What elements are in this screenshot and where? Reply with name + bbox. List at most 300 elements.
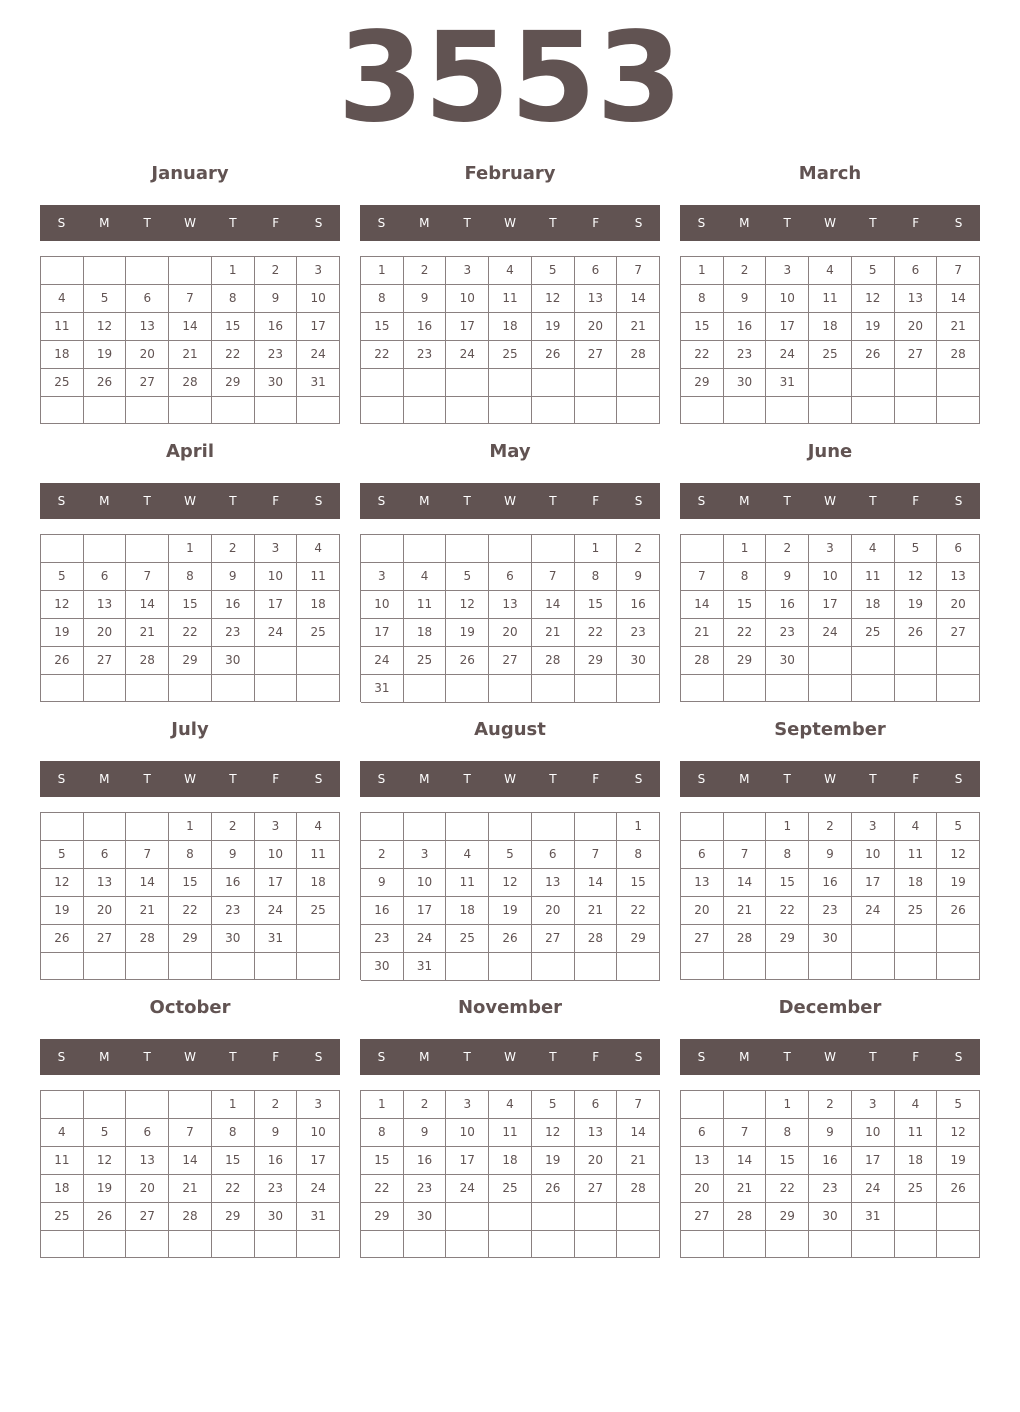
weekday-label: M <box>99 216 110 230</box>
month-may <box>360 440 660 700</box>
weekday-label: T <box>229 772 237 786</box>
day-cell: 7 <box>681 563 724 591</box>
month-july <box>40 718 340 978</box>
day-cell: 24 <box>297 341 340 369</box>
day-cell <box>126 1091 169 1119</box>
day-cell: 26 <box>446 647 489 675</box>
month-february <box>360 162 660 422</box>
weekday-label: S <box>377 772 386 786</box>
day-cell: 23 <box>617 619 660 647</box>
weekday-header <box>40 761 340 797</box>
weekday-header <box>40 205 340 241</box>
day-cell: 23 <box>809 1175 852 1203</box>
day-cell: 9 <box>212 841 255 869</box>
day-cell: 1 <box>169 813 212 841</box>
day-cell: 3 <box>852 1091 895 1119</box>
weekday-label: S <box>634 494 643 508</box>
day-cell: 19 <box>41 619 84 647</box>
day-cell: 25 <box>489 1175 532 1203</box>
day-cell <box>617 953 660 981</box>
day-cell: 21 <box>724 897 767 925</box>
day-cell: 28 <box>126 647 169 675</box>
day-cell: 5 <box>895 535 938 563</box>
day-cell: 28 <box>724 925 767 953</box>
day-cell: 18 <box>489 313 532 341</box>
day-cell <box>126 397 169 424</box>
day-cell <box>446 813 489 841</box>
day-cell: 21 <box>937 313 980 341</box>
day-cell: 14 <box>169 1147 212 1175</box>
day-cell: 29 <box>169 925 212 953</box>
day-cell <box>681 1091 724 1119</box>
day-cell <box>617 369 660 397</box>
day-cell: 8 <box>575 563 618 591</box>
weekday-label: M <box>419 1050 430 1064</box>
day-cell <box>724 953 767 980</box>
day-cell: 1 <box>681 257 724 285</box>
day-cell <box>212 953 255 980</box>
day-cell: 18 <box>297 869 340 897</box>
day-grid <box>360 256 660 424</box>
day-cell: 23 <box>212 619 255 647</box>
day-cell <box>255 647 298 675</box>
day-cell <box>937 647 980 675</box>
day-cell: 18 <box>297 591 340 619</box>
day-cell: 13 <box>937 563 980 591</box>
day-cell: 15 <box>766 869 809 897</box>
weekday-label: M <box>739 216 750 230</box>
weekday-label: M <box>99 772 110 786</box>
weekday-label: W <box>184 216 196 230</box>
day-cell: 16 <box>404 313 447 341</box>
day-cell: 5 <box>532 257 575 285</box>
day-cell: 30 <box>724 369 767 397</box>
day-cell: 12 <box>84 313 127 341</box>
day-cell: 16 <box>212 591 255 619</box>
day-cell: 13 <box>532 869 575 897</box>
day-cell: 24 <box>446 341 489 369</box>
day-cell: 5 <box>446 563 489 591</box>
day-cell: 6 <box>937 535 980 563</box>
weekday-label: W <box>184 772 196 786</box>
day-cell <box>895 647 938 675</box>
day-grid <box>40 534 340 702</box>
day-cell: 14 <box>575 869 618 897</box>
weekday-label: S <box>697 1050 706 1064</box>
weekday-label: M <box>739 772 750 786</box>
day-cell: 28 <box>532 647 575 675</box>
day-cell <box>937 1231 980 1258</box>
weekday-label: S <box>314 216 323 230</box>
weekday-label: S <box>634 1050 643 1064</box>
day-cell <box>169 675 212 702</box>
day-grid <box>40 812 340 980</box>
day-cell <box>84 813 127 841</box>
day-cell: 30 <box>404 1203 447 1231</box>
day-cell: 14 <box>532 591 575 619</box>
day-cell <box>84 257 127 285</box>
day-cell: 12 <box>41 869 84 897</box>
day-cell: 24 <box>852 897 895 925</box>
day-cell <box>489 1231 532 1258</box>
day-cell: 16 <box>809 1147 852 1175</box>
day-cell <box>617 675 660 703</box>
month-march <box>680 162 980 422</box>
day-cell <box>126 675 169 702</box>
day-cell: 11 <box>297 563 340 591</box>
day-cell <box>41 535 84 563</box>
day-cell: 10 <box>255 563 298 591</box>
weekday-label: S <box>377 216 386 230</box>
weekday-label: T <box>549 494 557 508</box>
day-cell: 25 <box>297 897 340 925</box>
month-name: April <box>165 441 215 462</box>
weekday-label: T <box>229 494 237 508</box>
weekday-label: F <box>912 772 920 786</box>
day-cell: 20 <box>575 313 618 341</box>
day-cell: 5 <box>84 285 127 313</box>
day-cell <box>41 257 84 285</box>
day-cell: 16 <box>255 313 298 341</box>
day-cell: 3 <box>852 813 895 841</box>
day-cell: 10 <box>297 285 340 313</box>
day-cell <box>617 397 660 425</box>
day-cell: 3 <box>297 1091 340 1119</box>
day-cell <box>937 369 980 397</box>
day-grid <box>360 812 660 980</box>
day-cell <box>489 369 532 397</box>
day-cell: 16 <box>404 1147 447 1175</box>
day-cell: 2 <box>809 1091 852 1119</box>
day-cell <box>41 397 84 424</box>
day-cell: 17 <box>404 897 447 925</box>
day-cell <box>532 675 575 703</box>
weekday-label: M <box>99 1050 110 1064</box>
day-cell: 27 <box>681 1203 724 1231</box>
day-cell: 17 <box>255 869 298 897</box>
weekday-label: F <box>592 772 600 786</box>
day-cell <box>297 647 340 675</box>
weekday-label: T <box>783 216 791 230</box>
day-cell: 22 <box>169 897 212 925</box>
day-cell <box>809 953 852 980</box>
day-cell <box>255 675 298 702</box>
day-cell <box>681 1231 724 1258</box>
day-cell: 10 <box>361 591 404 619</box>
day-cell <box>169 953 212 980</box>
day-cell <box>126 953 169 980</box>
weekday-label: T <box>549 772 557 786</box>
day-cell: 26 <box>84 1203 127 1231</box>
weekday-label: T <box>783 1050 791 1064</box>
day-cell: 25 <box>41 1203 84 1231</box>
day-cell: 7 <box>126 841 169 869</box>
weekday-label: W <box>824 772 836 786</box>
day-cell: 22 <box>681 341 724 369</box>
month-june <box>680 440 980 700</box>
day-cell: 6 <box>84 841 127 869</box>
day-cell: 7 <box>724 1119 767 1147</box>
day-cell: 6 <box>681 841 724 869</box>
day-cell <box>852 953 895 980</box>
day-cell: 12 <box>532 285 575 313</box>
day-cell: 1 <box>361 257 404 285</box>
day-cell: 11 <box>852 563 895 591</box>
day-cell: 25 <box>809 341 852 369</box>
day-cell: 2 <box>404 1091 447 1119</box>
day-cell: 19 <box>41 897 84 925</box>
day-cell <box>575 1231 618 1258</box>
day-cell: 14 <box>617 1119 660 1147</box>
weekday-label: T <box>463 494 471 508</box>
weekday-label: T <box>549 1050 557 1064</box>
day-cell: 27 <box>126 369 169 397</box>
day-cell: 27 <box>489 647 532 675</box>
weekday-label: T <box>783 494 791 508</box>
day-cell: 15 <box>361 313 404 341</box>
day-cell: 12 <box>937 841 980 869</box>
weekday-label: T <box>229 216 237 230</box>
weekday-label: T <box>549 216 557 230</box>
day-cell: 24 <box>766 341 809 369</box>
month-november <box>360 996 660 1256</box>
day-cell: 4 <box>404 563 447 591</box>
month-name: June <box>807 441 853 462</box>
day-cell <box>84 675 127 702</box>
day-cell <box>937 675 980 702</box>
day-cell: 29 <box>766 1203 809 1231</box>
day-cell: 30 <box>361 953 404 981</box>
day-cell: 14 <box>724 869 767 897</box>
weekday-label: S <box>697 772 706 786</box>
day-cell: 8 <box>169 841 212 869</box>
day-cell: 13 <box>84 591 127 619</box>
day-cell <box>575 397 618 425</box>
day-cell <box>852 675 895 702</box>
day-cell: 23 <box>212 897 255 925</box>
weekday-label: S <box>954 216 963 230</box>
weekday-label: W <box>504 772 516 786</box>
day-cell: 21 <box>724 1175 767 1203</box>
day-cell: 4 <box>489 1091 532 1119</box>
day-cell: 8 <box>617 841 660 869</box>
day-cell: 15 <box>681 313 724 341</box>
weekday-label: W <box>824 494 836 508</box>
weekday-label: T <box>143 1050 151 1064</box>
day-cell: 1 <box>766 813 809 841</box>
day-cell: 20 <box>575 1147 618 1175</box>
month-name: September <box>774 719 886 740</box>
day-cell: 10 <box>255 841 298 869</box>
year-title: 3553 <box>337 6 683 150</box>
month-january <box>40 162 340 422</box>
day-cell: 13 <box>489 591 532 619</box>
weekday-label: S <box>57 494 66 508</box>
day-cell <box>404 369 447 397</box>
day-cell: 1 <box>724 535 767 563</box>
day-cell <box>212 397 255 424</box>
day-cell: 11 <box>895 1119 938 1147</box>
day-cell: 26 <box>937 897 980 925</box>
day-cell <box>895 369 938 397</box>
weekday-label: S <box>57 1050 66 1064</box>
day-cell: 30 <box>809 925 852 953</box>
day-cell: 26 <box>532 341 575 369</box>
day-cell: 3 <box>361 563 404 591</box>
day-cell: 23 <box>404 341 447 369</box>
day-cell: 6 <box>575 257 618 285</box>
day-cell <box>809 1231 852 1258</box>
weekday-header <box>680 1039 980 1075</box>
day-cell: 29 <box>617 925 660 953</box>
day-cell: 31 <box>255 925 298 953</box>
day-cell: 11 <box>41 1147 84 1175</box>
weekday-label: W <box>824 1050 836 1064</box>
month-name: May <box>489 441 531 462</box>
day-cell: 30 <box>212 647 255 675</box>
day-cell <box>724 813 767 841</box>
day-cell <box>681 535 724 563</box>
day-cell <box>724 1231 767 1258</box>
day-cell: 18 <box>895 1147 938 1175</box>
day-cell: 9 <box>404 1119 447 1147</box>
day-cell: 29 <box>724 647 767 675</box>
weekday-label: F <box>592 1050 600 1064</box>
day-cell: 9 <box>617 563 660 591</box>
day-cell: 20 <box>681 1175 724 1203</box>
weekday-label: S <box>314 494 323 508</box>
day-cell: 24 <box>297 1175 340 1203</box>
day-cell: 10 <box>766 285 809 313</box>
day-cell: 18 <box>41 1175 84 1203</box>
day-cell: 7 <box>169 285 212 313</box>
day-cell: 19 <box>532 313 575 341</box>
day-cell: 6 <box>126 1119 169 1147</box>
weekday-header <box>680 483 980 519</box>
day-cell: 2 <box>404 257 447 285</box>
weekday-label: S <box>697 494 706 508</box>
day-cell: 13 <box>681 1147 724 1175</box>
day-cell <box>852 647 895 675</box>
day-cell <box>681 675 724 702</box>
day-cell: 24 <box>809 619 852 647</box>
day-cell <box>937 925 980 953</box>
day-cell: 3 <box>404 841 447 869</box>
day-cell: 8 <box>169 563 212 591</box>
day-cell: 19 <box>895 591 938 619</box>
day-cell: 9 <box>766 563 809 591</box>
day-cell: 14 <box>126 869 169 897</box>
day-cell <box>532 535 575 563</box>
day-cell <box>766 675 809 702</box>
day-cell: 9 <box>724 285 767 313</box>
day-cell: 3 <box>809 535 852 563</box>
day-cell: 20 <box>84 897 127 925</box>
day-cell <box>489 953 532 981</box>
weekday-label: S <box>697 216 706 230</box>
day-cell: 9 <box>255 1119 298 1147</box>
weekday-label: T <box>463 216 471 230</box>
day-cell <box>809 675 852 702</box>
day-cell: 15 <box>212 1147 255 1175</box>
day-cell <box>937 397 980 424</box>
day-cell <box>169 397 212 424</box>
day-cell: 13 <box>126 1147 169 1175</box>
day-cell <box>532 953 575 981</box>
day-cell: 1 <box>575 535 618 563</box>
day-cell: 20 <box>937 591 980 619</box>
day-cell: 29 <box>169 647 212 675</box>
day-cell <box>361 535 404 563</box>
day-cell <box>41 953 84 980</box>
day-cell: 25 <box>895 897 938 925</box>
day-cell <box>446 1203 489 1231</box>
weekday-label: T <box>869 772 877 786</box>
day-cell <box>446 675 489 703</box>
day-cell: 28 <box>617 1175 660 1203</box>
day-cell <box>255 1231 298 1258</box>
month-september <box>680 718 980 978</box>
day-cell: 26 <box>489 925 532 953</box>
day-cell <box>404 813 447 841</box>
weekday-label: W <box>824 216 836 230</box>
weekday-label: M <box>419 494 430 508</box>
day-cell: 17 <box>446 313 489 341</box>
weekday-label: T <box>783 772 791 786</box>
day-cell <box>169 257 212 285</box>
day-cell <box>404 535 447 563</box>
day-cell <box>852 925 895 953</box>
day-cell: 12 <box>41 591 84 619</box>
day-cell: 17 <box>809 591 852 619</box>
day-cell: 5 <box>41 841 84 869</box>
weekday-label: S <box>57 772 66 786</box>
weekday-label: S <box>377 494 386 508</box>
day-cell: 9 <box>809 841 852 869</box>
month-name: July <box>171 719 209 740</box>
day-cell: 8 <box>766 841 809 869</box>
day-cell: 2 <box>617 535 660 563</box>
day-cell <box>489 675 532 703</box>
day-cell <box>617 1231 660 1258</box>
day-cell: 7 <box>575 841 618 869</box>
day-cell <box>766 1231 809 1258</box>
day-cell: 8 <box>212 1119 255 1147</box>
day-cell <box>489 397 532 425</box>
day-cell: 15 <box>617 869 660 897</box>
day-cell: 2 <box>809 813 852 841</box>
weekday-label: F <box>912 494 920 508</box>
day-cell: 22 <box>724 619 767 647</box>
weekday-header <box>360 761 660 797</box>
day-cell <box>361 1231 404 1258</box>
day-cell: 22 <box>212 1175 255 1203</box>
weekday-label: F <box>592 216 600 230</box>
weekday-label: F <box>272 772 280 786</box>
month-name: January <box>151 163 229 184</box>
day-cell <box>532 813 575 841</box>
day-cell: 21 <box>532 619 575 647</box>
day-cell <box>766 397 809 424</box>
day-cell <box>575 675 618 703</box>
day-cell: 25 <box>404 647 447 675</box>
day-cell <box>404 1231 447 1258</box>
weekday-label: S <box>377 1050 386 1064</box>
day-cell: 10 <box>446 285 489 313</box>
day-cell: 1 <box>361 1091 404 1119</box>
day-cell: 24 <box>255 619 298 647</box>
month-december <box>680 996 980 1256</box>
